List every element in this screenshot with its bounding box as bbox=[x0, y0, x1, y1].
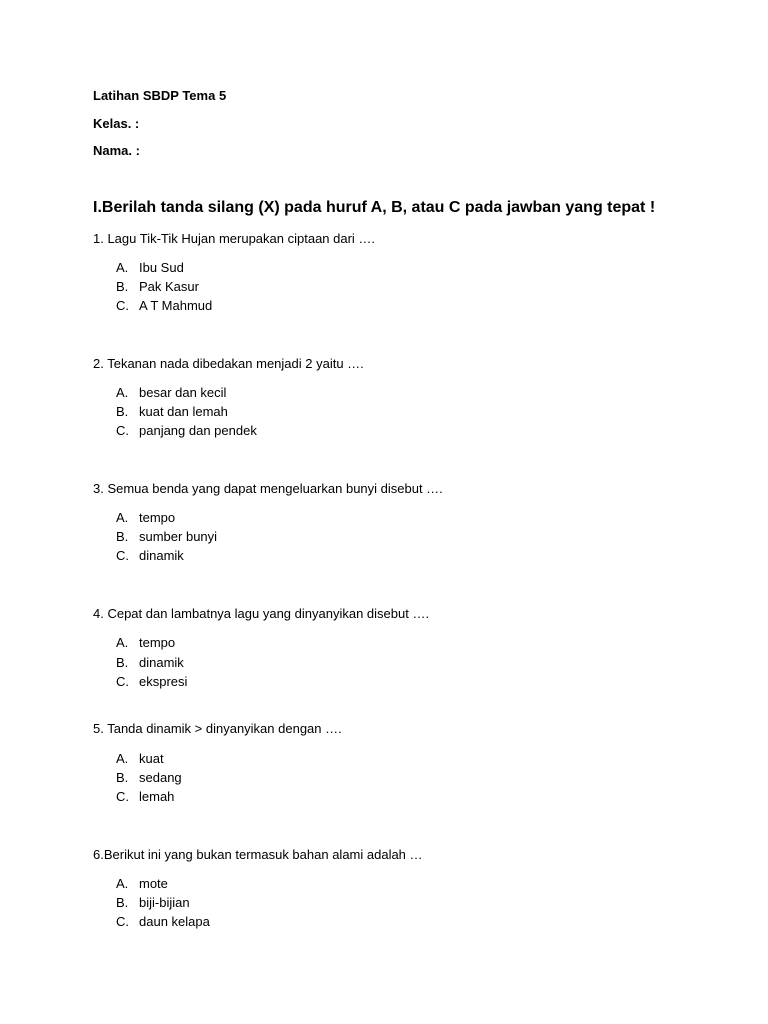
question-1-option-a bbox=[116, 260, 184, 275]
option-letter: A. bbox=[116, 635, 129, 650]
question-3-option-c bbox=[116, 548, 184, 563]
option-letter: C. bbox=[116, 548, 129, 563]
question-5-option-c bbox=[116, 789, 174, 804]
question-6-option-a bbox=[116, 876, 168, 891]
option-text: tempo bbox=[139, 510, 176, 525]
section-instruction: I.Berilah tanda silang (X) pada huruf A, B, atau C pada jawban yang tepat ! bbox=[93, 199, 656, 216]
question-4-option-a bbox=[116, 635, 175, 650]
question-6-option-b bbox=[116, 895, 190, 910]
question-4: 4. Cepat dan lambatnya lagu yang dinyanyikan disebut …. bbox=[93, 606, 430, 621]
question-4-option-c bbox=[116, 674, 187, 689]
option-text: Ibu Sud bbox=[139, 260, 184, 275]
option-letter: B. bbox=[116, 655, 129, 670]
option-text: kuat bbox=[139, 751, 164, 766]
question-2-option-a bbox=[116, 385, 226, 400]
option-letter: C. bbox=[116, 914, 129, 929]
option-letter: B. bbox=[116, 279, 129, 294]
question-6-option-c bbox=[116, 914, 210, 929]
option-text: dinamik bbox=[139, 548, 184, 563]
option-letter: A. bbox=[116, 751, 129, 766]
option-text: sedang bbox=[139, 770, 182, 785]
option-letter: B. bbox=[116, 529, 129, 544]
question-5-option-b bbox=[116, 770, 182, 785]
question-2-option-c bbox=[116, 423, 257, 438]
question-2-option-b bbox=[116, 404, 228, 419]
option-letter: C. bbox=[116, 789, 129, 804]
question-6: 6.Berikut ini yang bukan termasuk bahan alami adalah … bbox=[93, 847, 423, 862]
option-letter: C. bbox=[116, 674, 129, 689]
nama-field: Nama. : bbox=[93, 143, 140, 158]
option-letter: C. bbox=[116, 298, 129, 313]
option-letter: A. bbox=[116, 385, 129, 400]
option-text: A T Mahmud bbox=[139, 298, 213, 313]
question-4-option-b bbox=[116, 655, 184, 670]
question-3-option-b bbox=[116, 529, 217, 544]
option-text: mote bbox=[139, 876, 168, 891]
option-text: panjang dan pendek bbox=[139, 423, 257, 438]
question-3: 3. Semua benda yang dapat mengeluarkan bunyi disebut …. bbox=[93, 481, 443, 496]
question-5: 5. Tanda dinamik > dinyanyikan dengan …. bbox=[93, 721, 342, 736]
question-5-option-a bbox=[116, 751, 164, 766]
option-letter: A. bbox=[116, 510, 129, 525]
option-letter: B. bbox=[116, 895, 129, 910]
option-text: sumber bunyi bbox=[139, 529, 218, 544]
option-text: dinamik bbox=[139, 655, 184, 670]
option-letter: B. bbox=[116, 770, 129, 785]
option-text: besar dan kecil bbox=[139, 385, 227, 400]
option-letter: A. bbox=[116, 260, 129, 275]
option-text: biji-bijian bbox=[139, 895, 190, 910]
question-1: 1. Lagu Tik-Tik Hujan merupakan ciptaan dari …. bbox=[93, 231, 376, 246]
question-3-option-a bbox=[116, 510, 175, 525]
question-1-option-c bbox=[116, 298, 212, 313]
option-text: kuat dan lemah bbox=[139, 404, 228, 419]
option-text: Pak Kasur bbox=[139, 279, 199, 294]
question-1-option-b bbox=[116, 279, 199, 294]
option-letter: A. bbox=[116, 876, 129, 891]
option-letter: C. bbox=[116, 423, 129, 438]
question-2: 2. Tekanan nada dibedakan menjadi 2 yaitu …. bbox=[93, 356, 364, 371]
option-text: tempo bbox=[139, 635, 176, 650]
option-text: ekspresi bbox=[139, 674, 188, 689]
option-text: lemah bbox=[139, 789, 175, 804]
kelas-field: Kelas. : bbox=[93, 116, 140, 131]
option-text: daun kelapa bbox=[139, 914, 210, 929]
option-letter: B. bbox=[116, 404, 129, 419]
worksheet-title: Latihan SBDP Tema 5 bbox=[93, 88, 227, 103]
